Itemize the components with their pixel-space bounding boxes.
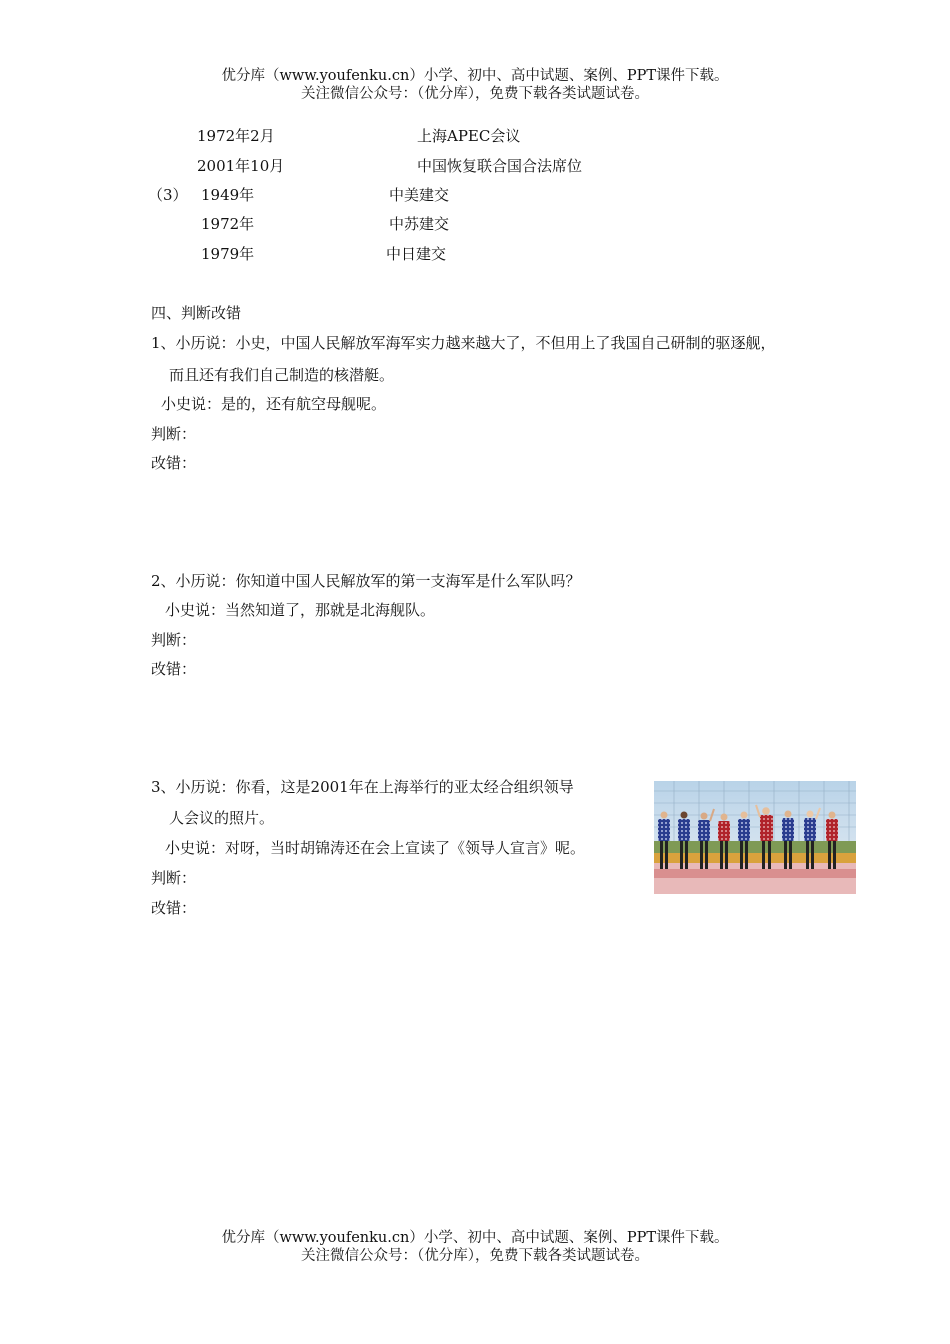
match-event: 中国恢复联合国合法席位 (417, 157, 583, 175)
match-event: 上海APEC会议 (417, 127, 521, 145)
match-date: 1979年 (201, 245, 255, 263)
header-line-1: 优分库（www.youfenku.cn）小学、初中、高中试题、案例、PPT课件下载。 (221, 68, 729, 84)
q3-correct-label: 改错： (151, 899, 197, 917)
header-line-2: 关注微信公众号：（优分库），免费下载各类试题试卷。 (301, 86, 649, 102)
group-3-label: （3） (148, 186, 188, 204)
q3-reply: 小史说：对呀，当时胡锦涛还在会上宣读了《领导人宣言》呢。 (165, 839, 586, 857)
q2-judge-label: 判断： (151, 631, 197, 649)
match-date: 1949年 (201, 186, 255, 204)
q3-judge-label: 判断： (151, 869, 197, 887)
q1-reply: 小史说：是的，还有航空母舰呢。 (161, 395, 387, 413)
match-date: 1972年 (201, 215, 255, 233)
q1-line-1: 1、小历说：小史，中国人民解放军海军实力越来越大了，不但用上了我国自己研制的驱逐舰， (151, 334, 776, 352)
q1-correct-label: 改错： (151, 454, 197, 472)
q1-judge-label: 判断： (151, 425, 197, 443)
match-event: 中日建交 (386, 245, 447, 263)
q3-line-2: 人会议的照片。 (169, 809, 275, 827)
q1-line-2: 而且还有我们自己制造的核潜艇。 (169, 366, 395, 384)
apec-leaders-photo (654, 781, 856, 894)
footer-line-2: 关注微信公众号：（优分库），免费下载各类试题试卷。 (301, 1248, 649, 1264)
apec-photo-illustration (654, 781, 856, 894)
match-date: 1972年2月 (197, 127, 275, 145)
page-footer (0, 1229, 950, 1265)
q3-line-1: 3、小历说：你看，这是2001年在上海举行的亚太经合组织领导 (151, 778, 574, 796)
match-date: 2001年10月 (197, 157, 285, 175)
match-event: 中苏建交 (389, 215, 450, 233)
footer-line-1: 优分库（www.youfenku.cn）小学、初中、高中试题、案例、PPT课件下载。 (221, 1230, 729, 1246)
q2-reply: 小史说：当然知道了，那就是北海舰队。 (165, 601, 436, 619)
match-event: 中美建交 (389, 186, 450, 204)
q2-correct-label: 改错： (151, 660, 197, 678)
section-heading: 四、判断改错 (151, 304, 242, 322)
q2-line-1: 2、小历说：你知道中国人民解放军的第一支海军是什么军队吗？ (151, 572, 581, 590)
page-header (0, 67, 950, 103)
